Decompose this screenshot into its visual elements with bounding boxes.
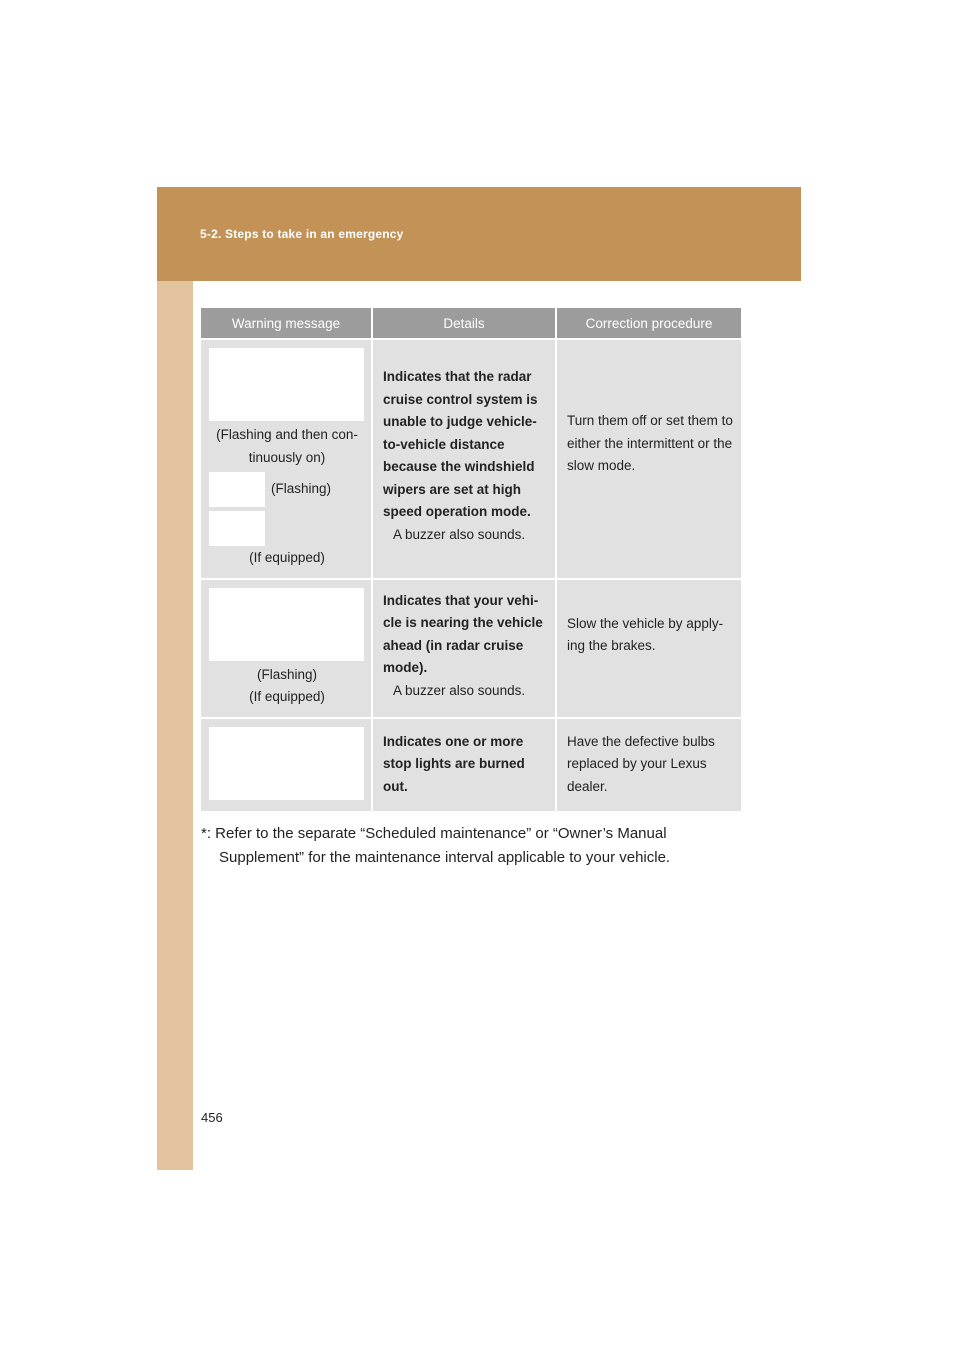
warning-message-display-image (209, 727, 364, 800)
table-row (201, 717, 741, 811)
footnote (201, 822, 741, 870)
correction-cell (555, 717, 741, 811)
correction-cell (555, 578, 741, 717)
footnote-line: Supplement” for the maintenance interval applicable to your vehicle. (219, 849, 671, 866)
details-text: Indicates one or more stop lights are burned out. (383, 733, 525, 794)
details-cell (371, 338, 555, 578)
flashing-indicator-row (209, 471, 365, 508)
correction-text: Turn them off or set them to either the intermittent or the slow mode. (567, 413, 733, 473)
message-note: (Flashing and then con-tinuously on) (216, 427, 358, 465)
message-note: (If equipped) (249, 689, 325, 704)
warning-message-cell (201, 578, 371, 717)
details-note: A buzzer also sounds. (393, 682, 526, 698)
correction-cell (555, 338, 741, 578)
correction-text: Slow the vehicle by apply-ing the brakes. (567, 615, 724, 653)
table-row (201, 578, 741, 717)
details-cell (371, 717, 555, 811)
column-header-correction-procedure: Correction procedure (555, 308, 741, 338)
section-title: 5-2. Steps to take in an emergency (200, 227, 404, 241)
correction-text: Have the defective bulbs replaced by your Lexus dealer. (567, 733, 715, 794)
column-header-details: Details (371, 308, 555, 338)
warning-message-table (201, 308, 741, 811)
page-number: 456 (201, 1110, 223, 1125)
warning-message-display-image (209, 348, 364, 421)
message-note: (If equipped) (249, 550, 325, 565)
indicator-row (209, 510, 365, 547)
column-header-warning-message: Warning message (201, 308, 371, 338)
table-row (201, 338, 741, 578)
details-note: A buzzer also sounds. (393, 526, 526, 542)
message-note: (Flashing) (256, 666, 318, 682)
warning-message-cell (201, 717, 371, 811)
details-text: Indicates that your vehi-cle is nearing the vehicle ahead (in radar cruise mode). (383, 592, 543, 675)
table-header-row (201, 308, 741, 338)
details-cell (371, 578, 555, 717)
warning-message-cell (201, 338, 371, 578)
indicator-light-image (209, 472, 265, 507)
details-text: Indicates that the radar cruise control system is unable to judge vehicle-to-vehicle distance because the windshield wipers are set at high speed operation mode. (383, 369, 538, 519)
indicator-light-image (209, 511, 265, 546)
message-note: (Flashing) (271, 481, 332, 497)
footnote-line: *: Refer to the separate “Scheduled maintenance” or “Owner’s Manual (201, 825, 667, 842)
warning-message-display-image (209, 588, 364, 661)
side-tab-strip (157, 281, 193, 1170)
